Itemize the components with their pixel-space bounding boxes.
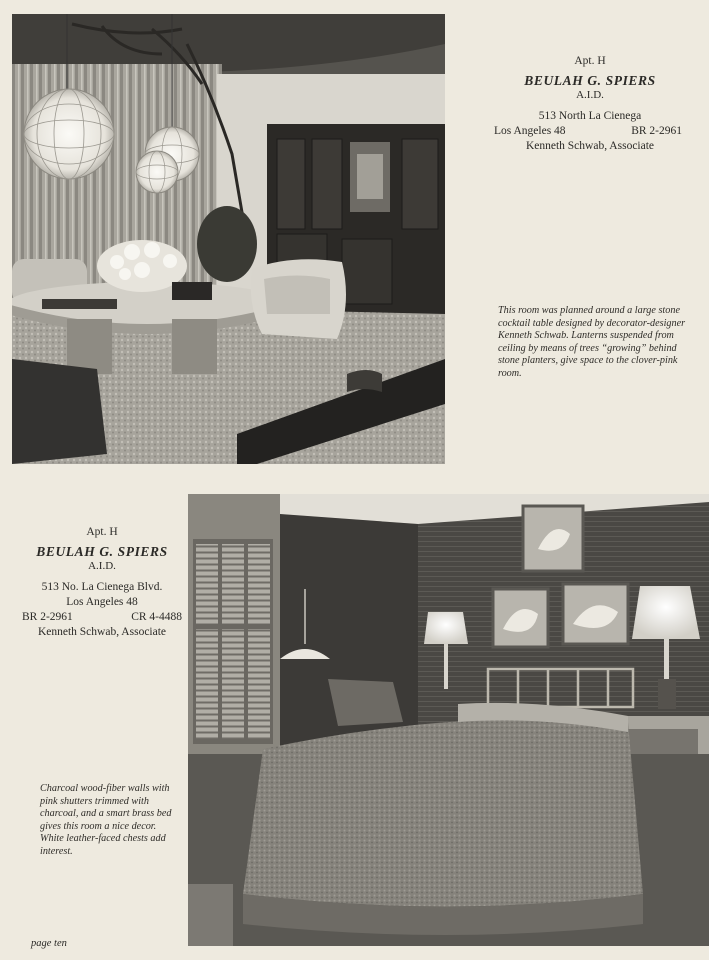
apartment-label: Apt. H	[574, 55, 606, 67]
bedroom-illustration	[188, 494, 709, 946]
page-number: page ten	[31, 938, 67, 949]
designer-name: BEULAH G. SPIERS	[524, 73, 656, 88]
address-line: 513 No. La Cienega Blvd.	[41, 581, 163, 593]
designer-designation: A.I.D.	[576, 89, 604, 101]
associate-line: Kenneth Schwab, Associate	[525, 140, 655, 152]
living-room-photo	[12, 14, 445, 464]
city-line: Los Angeles 48	[66, 596, 138, 608]
designer-name: BEULAH G. SPIERS	[36, 544, 168, 559]
phone-number: BR 2-2961	[631, 125, 682, 137]
city-line: Los Angeles 48	[494, 125, 566, 137]
top-photo-caption: This room was planned around a large stone cocktail table designed by decorator-designer Kenneth Schwab. Lanterns suspended from ceiling by means of trees “growing” behind stone planters, give space to the clover-pink room.	[498, 305, 686, 379]
designer-designation: A.I.D.	[88, 560, 116, 572]
address-line: 513 North La Cienega	[538, 110, 642, 122]
phone-number-primary: BR 2-2961	[22, 611, 73, 623]
top-credit-block	[490, 54, 690, 154]
apartment-label: Apt. H	[86, 526, 118, 538]
bottom-credit-block	[22, 525, 182, 640]
bedroom-photo	[188, 494, 709, 946]
phone-number-secondary: CR 4-4488	[131, 611, 182, 623]
bottom-photo-caption: Charcoal wood-fiber walls with pink shutters trimmed with charcoal, and a smart brass bed gives this room a nice decor. White leather-faced chests add interest.	[40, 783, 172, 857]
living-room-illustration	[12, 14, 445, 464]
associate-line: Kenneth Schwab, Associate	[37, 626, 167, 638]
